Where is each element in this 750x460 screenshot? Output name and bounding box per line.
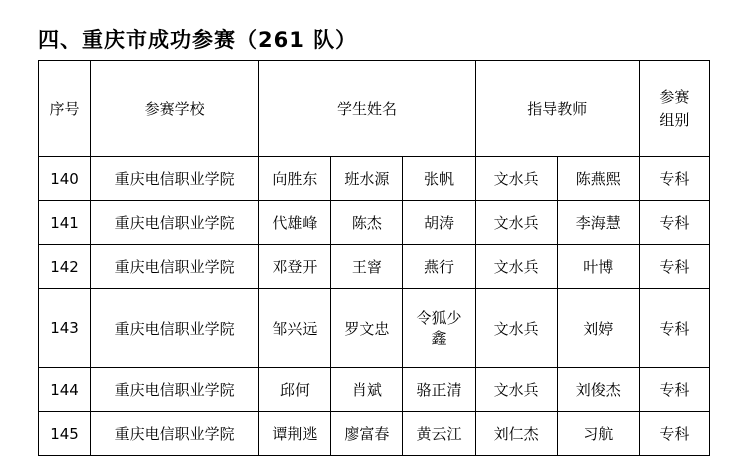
cell-student-1: 向胜东 <box>259 157 331 201</box>
cell-school: 重庆电信职业学院 <box>91 157 259 201</box>
cell-teacher-1: 文水兵 <box>475 245 557 289</box>
cell-student-2: 班水源 <box>331 157 403 201</box>
cell-group: 专科 <box>639 289 709 368</box>
column-header-student: 学生姓名 <box>259 61 475 157</box>
cell-school: 重庆电信职业学院 <box>91 412 259 456</box>
cell-student-2: 廖富春 <box>331 412 403 456</box>
cell-index: 144 <box>39 368 91 412</box>
cell-teacher-2: 陈燕熙 <box>557 157 639 201</box>
cell-teacher-1: 文水兵 <box>475 368 557 412</box>
cell-index: 141 <box>39 201 91 245</box>
table-header <box>39 61 710 157</box>
cell-student-1: 谭荆逃 <box>259 412 331 456</box>
cell-teacher-1: 文水兵 <box>475 157 557 201</box>
cell-teacher-1: 刘仁杰 <box>475 412 557 456</box>
column-header-index: 序号 <box>39 61 91 157</box>
page-title: 四、重庆市成功参赛（261 队） <box>38 28 358 52</box>
cell-student-3: 张帆 <box>403 157 475 201</box>
cell-group: 专科 <box>639 157 709 201</box>
cell-student-1: 邓登开 <box>259 245 331 289</box>
cell-teacher-2: 李海慧 <box>557 201 639 245</box>
cell-school: 重庆电信职业学院 <box>91 289 259 368</box>
cell-student-3: 黄云江 <box>403 412 475 456</box>
table-body <box>39 157 710 456</box>
cell-student-3-text: 令狐少鑫 <box>416 308 462 347</box>
table-row <box>39 245 710 289</box>
table-row <box>39 412 710 456</box>
cell-index: 143 <box>39 289 91 368</box>
table-row <box>39 368 710 412</box>
cell-teacher-1: 文水兵 <box>475 289 557 368</box>
cell-teacher-2: 习航 <box>557 412 639 456</box>
column-header-school: 参赛学校 <box>91 61 259 157</box>
cell-index: 142 <box>39 245 91 289</box>
cell-index: 140 <box>39 157 91 201</box>
table-row <box>39 289 710 368</box>
table-row <box>39 157 710 201</box>
table-row <box>39 201 710 245</box>
cell-teacher-2: 刘婷 <box>557 289 639 368</box>
column-header-group-line1: 参赛 <box>659 88 690 106</box>
cell-school: 重庆电信职业学院 <box>91 245 259 289</box>
cell-school: 重庆电信职业学院 <box>91 368 259 412</box>
cell-student-1: 邹兴远 <box>259 289 331 368</box>
cell-group: 专科 <box>639 201 709 245</box>
cell-student-3 <box>403 289 475 368</box>
cell-school: 重庆电信职业学院 <box>91 201 259 245</box>
cell-group: 专科 <box>639 245 709 289</box>
column-header-group-line2: 组别 <box>659 110 690 129</box>
cell-index: 145 <box>39 412 91 456</box>
cell-student-2: 王窨 <box>331 245 403 289</box>
cell-student-2: 陈杰 <box>331 201 403 245</box>
cell-group: 专科 <box>639 412 709 456</box>
cell-student-2: 肖斌 <box>331 368 403 412</box>
cell-student-3: 燕行 <box>403 245 475 289</box>
cell-student-2: 罗文忠 <box>331 289 403 368</box>
cell-teacher-2: 叶博 <box>557 245 639 289</box>
cell-student-3: 骆正清 <box>403 368 475 412</box>
participant-roster-table <box>38 60 710 456</box>
cell-student-1: 邱何 <box>259 368 331 412</box>
cell-group: 专科 <box>639 368 709 412</box>
column-header-teacher: 指导教师 <box>475 61 639 157</box>
column-header-group <box>639 61 709 157</box>
cell-teacher-2: 刘俊杰 <box>557 368 639 412</box>
cell-student-1: 代雄峰 <box>259 201 331 245</box>
cell-student-3: 胡涛 <box>403 201 475 245</box>
cell-teacher-1: 文水兵 <box>475 201 557 245</box>
